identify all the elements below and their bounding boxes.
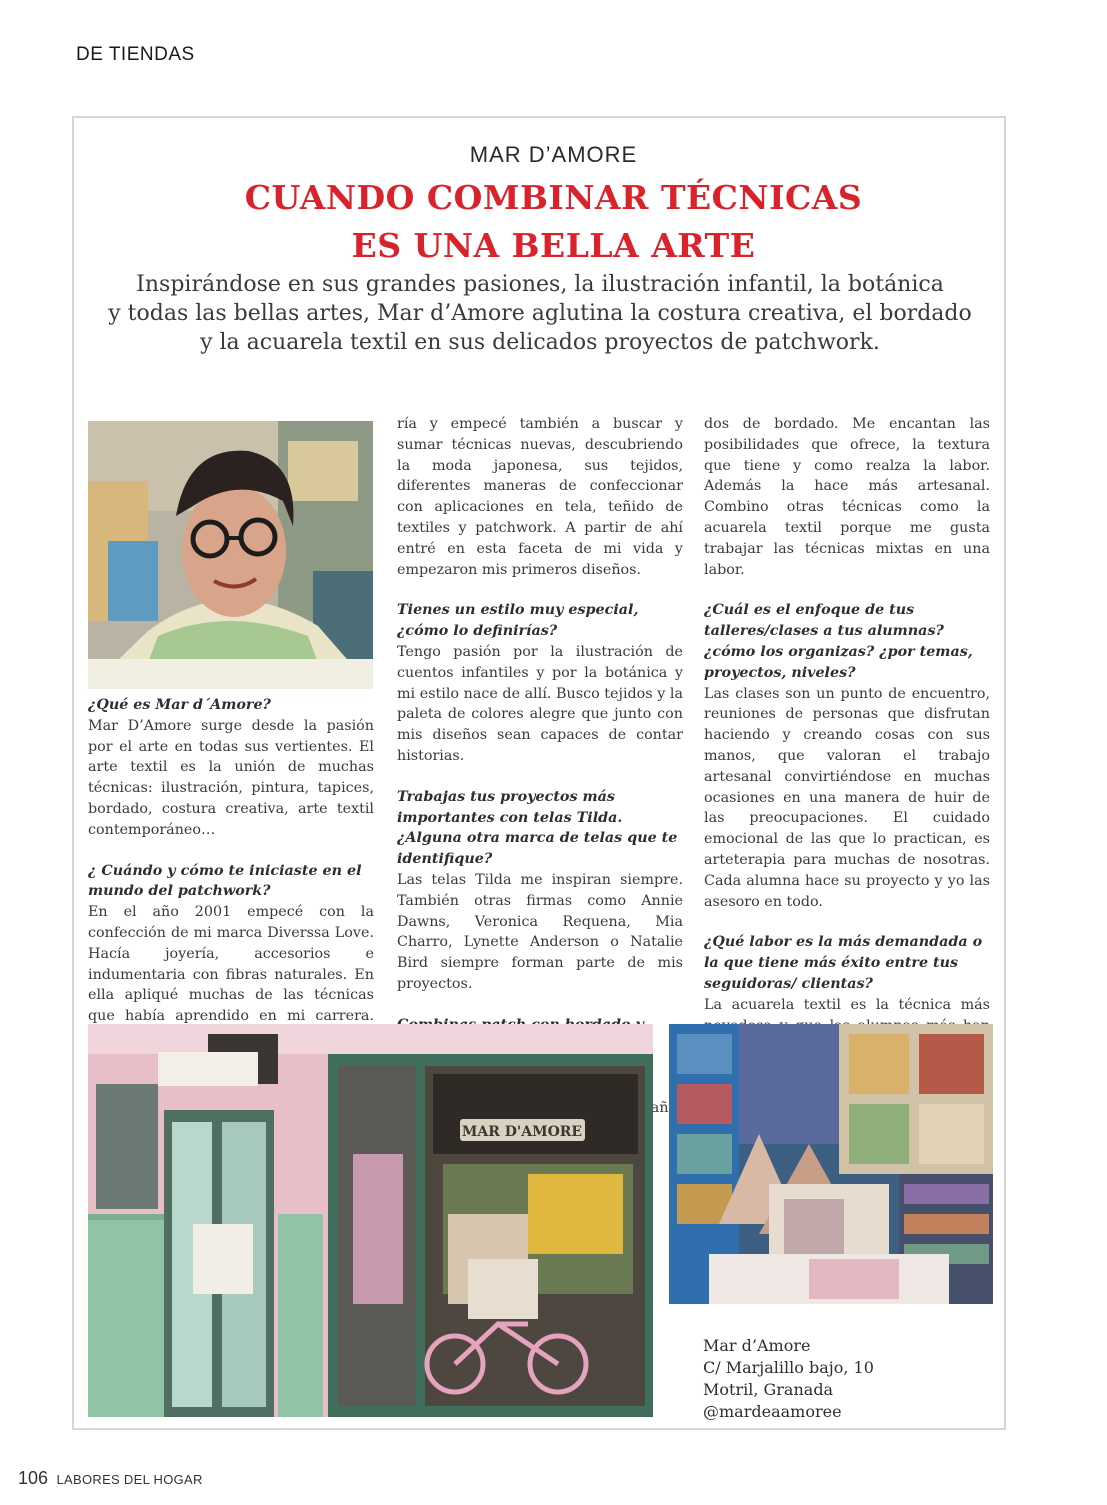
caption-shop-name: Mar d’Amore [703,1336,811,1355]
answer-how-started: En el año 2001 empecé con la confección de mi marca Diverssa Love. Hacía joyería, accesorios e indumentaria con fibras naturales. En ella apliqué muchas de las técnicas que había aprendido en mi carrera. [88,904,374,1025]
question-what-is: ¿Qué es Mar d´Amore? [88,697,271,713]
article-lead [100,270,980,357]
shop-interior-photo [669,1024,993,1304]
page-number: 106 [18,1468,49,1488]
answer-most-demanded: La acuarela textil es la técnica más [704,996,990,1013]
column-1 [88,695,374,1068]
question-style: Tienes un estilo muy especial, ¿cómo lo definirías? [397,602,639,640]
caption-city: Motril, Granada [703,1380,834,1399]
answer-what-is: Mar D’Amore surge desde la pasión por el arte en todas sus vertientes. El arte textil es la unión de muchas técnicas: ilustración, pintura, tapices, bordado, costura creativa, arte textil contemporáneo… [88,717,374,838]
caption-handle: @mardeaamoree [703,1402,842,1421]
caption-street: C/ Marjalillo bajo, 10 [703,1358,874,1377]
article-kicker: MAR D’AMORE [469,142,638,167]
answer-continued-col3: dos de bordado. Me encantan las posibilidades que ofrece, la textura que tiene y como realza la labor. Además la hace más artesanal. Combino otras técnicas como la acuarela textil porque me gusta trabajar las técnicas mixtas en una labor. [704,416,990,578]
question-tilda: Trabajas tus proyectos más importantes con telas Tilda. ¿Alguna otra marca de telas que te identifique? [397,788,678,868]
question-classes: ¿Cuál es el enfoque de tus talleres/clases a tus alumnas? ¿cómo los organizas? ¿por temas, proyectos, niveles? [704,602,973,681]
storefront-photo [88,1024,653,1417]
article-title [0,174,1107,270]
answer-continued-col2: ría y empecé también a buscar y sumar técnicas nuevas, descubriendo la moda japonesa, sus tejidos, diferentes maneras de confeccionar con aplicaciones en tela, teñido de textiles y patchwork. A partir de ahí entré en esta faceta de mi vida y empezaron mis primeros diseños. [397,416,683,578]
answer-tilda: Las telas Tilda me inspiran siempre. También otras firmas como Annie Dawns, Veronica Requena, Mia Charro, Lynette Anderson o Natalie Bird siempre forman parte de mis proyectos. [397,871,683,992]
answer-classes: Las clases son un punto de encuentro, reuniones de personas que disfrutan haciendo y creando cosas con sus manos, que valoran el trabajo artesanal convirtiéndose en muchas ocasiones en una manera de huir de las preocupaciones. El cuidado emocional de las que lo practican, es arteterapia para muchas de nosotras. Cada alumna hace su proyecto y yo las asesoro en todo. [704,685,990,910]
section-label: DE TIENDAS [76,44,195,65]
answer-style: Tengo pasión por la ilustración de cuentos infantiles y por la botánica y mi estilo nace de allí. Busco tejidos y la paleta de colores alegre que junto con mis diseños sean capaces de contar historias. [397,643,683,764]
storefront-sign: MAR D'AMORE [461,1124,583,1140]
title-line-1: CUANDO COMBINAR TÉCNICAS [244,178,863,217]
portrait-photo [88,421,373,689]
page-footer [18,1468,203,1489]
lead-line-3: y la acuarela textil en sus delicados proyectos de patchwork. [200,330,880,355]
question-most-demanded: ¿Qué labor es la más demandada o la que tiene más éxito entre tus seguidoras/ clientas? [704,934,983,992]
shop-address-caption [703,1335,874,1423]
lead-line-2: y todas las bellas artes, Mar d’Amore aglutina la costura creativa, el bordado [108,301,972,326]
question-how-started: ¿ Cuándo y cómo te iniciaste en el mundo del patchwork? [88,862,362,900]
magazine-name: LABORES DEL HOGAR [56,1472,203,1487]
title-line-2: ES UNA BELLA ARTE [351,226,756,265]
lead-line-1: Inspirándose en sus grandes pasiones, la ilustración infantil, la botánica [136,272,944,297]
